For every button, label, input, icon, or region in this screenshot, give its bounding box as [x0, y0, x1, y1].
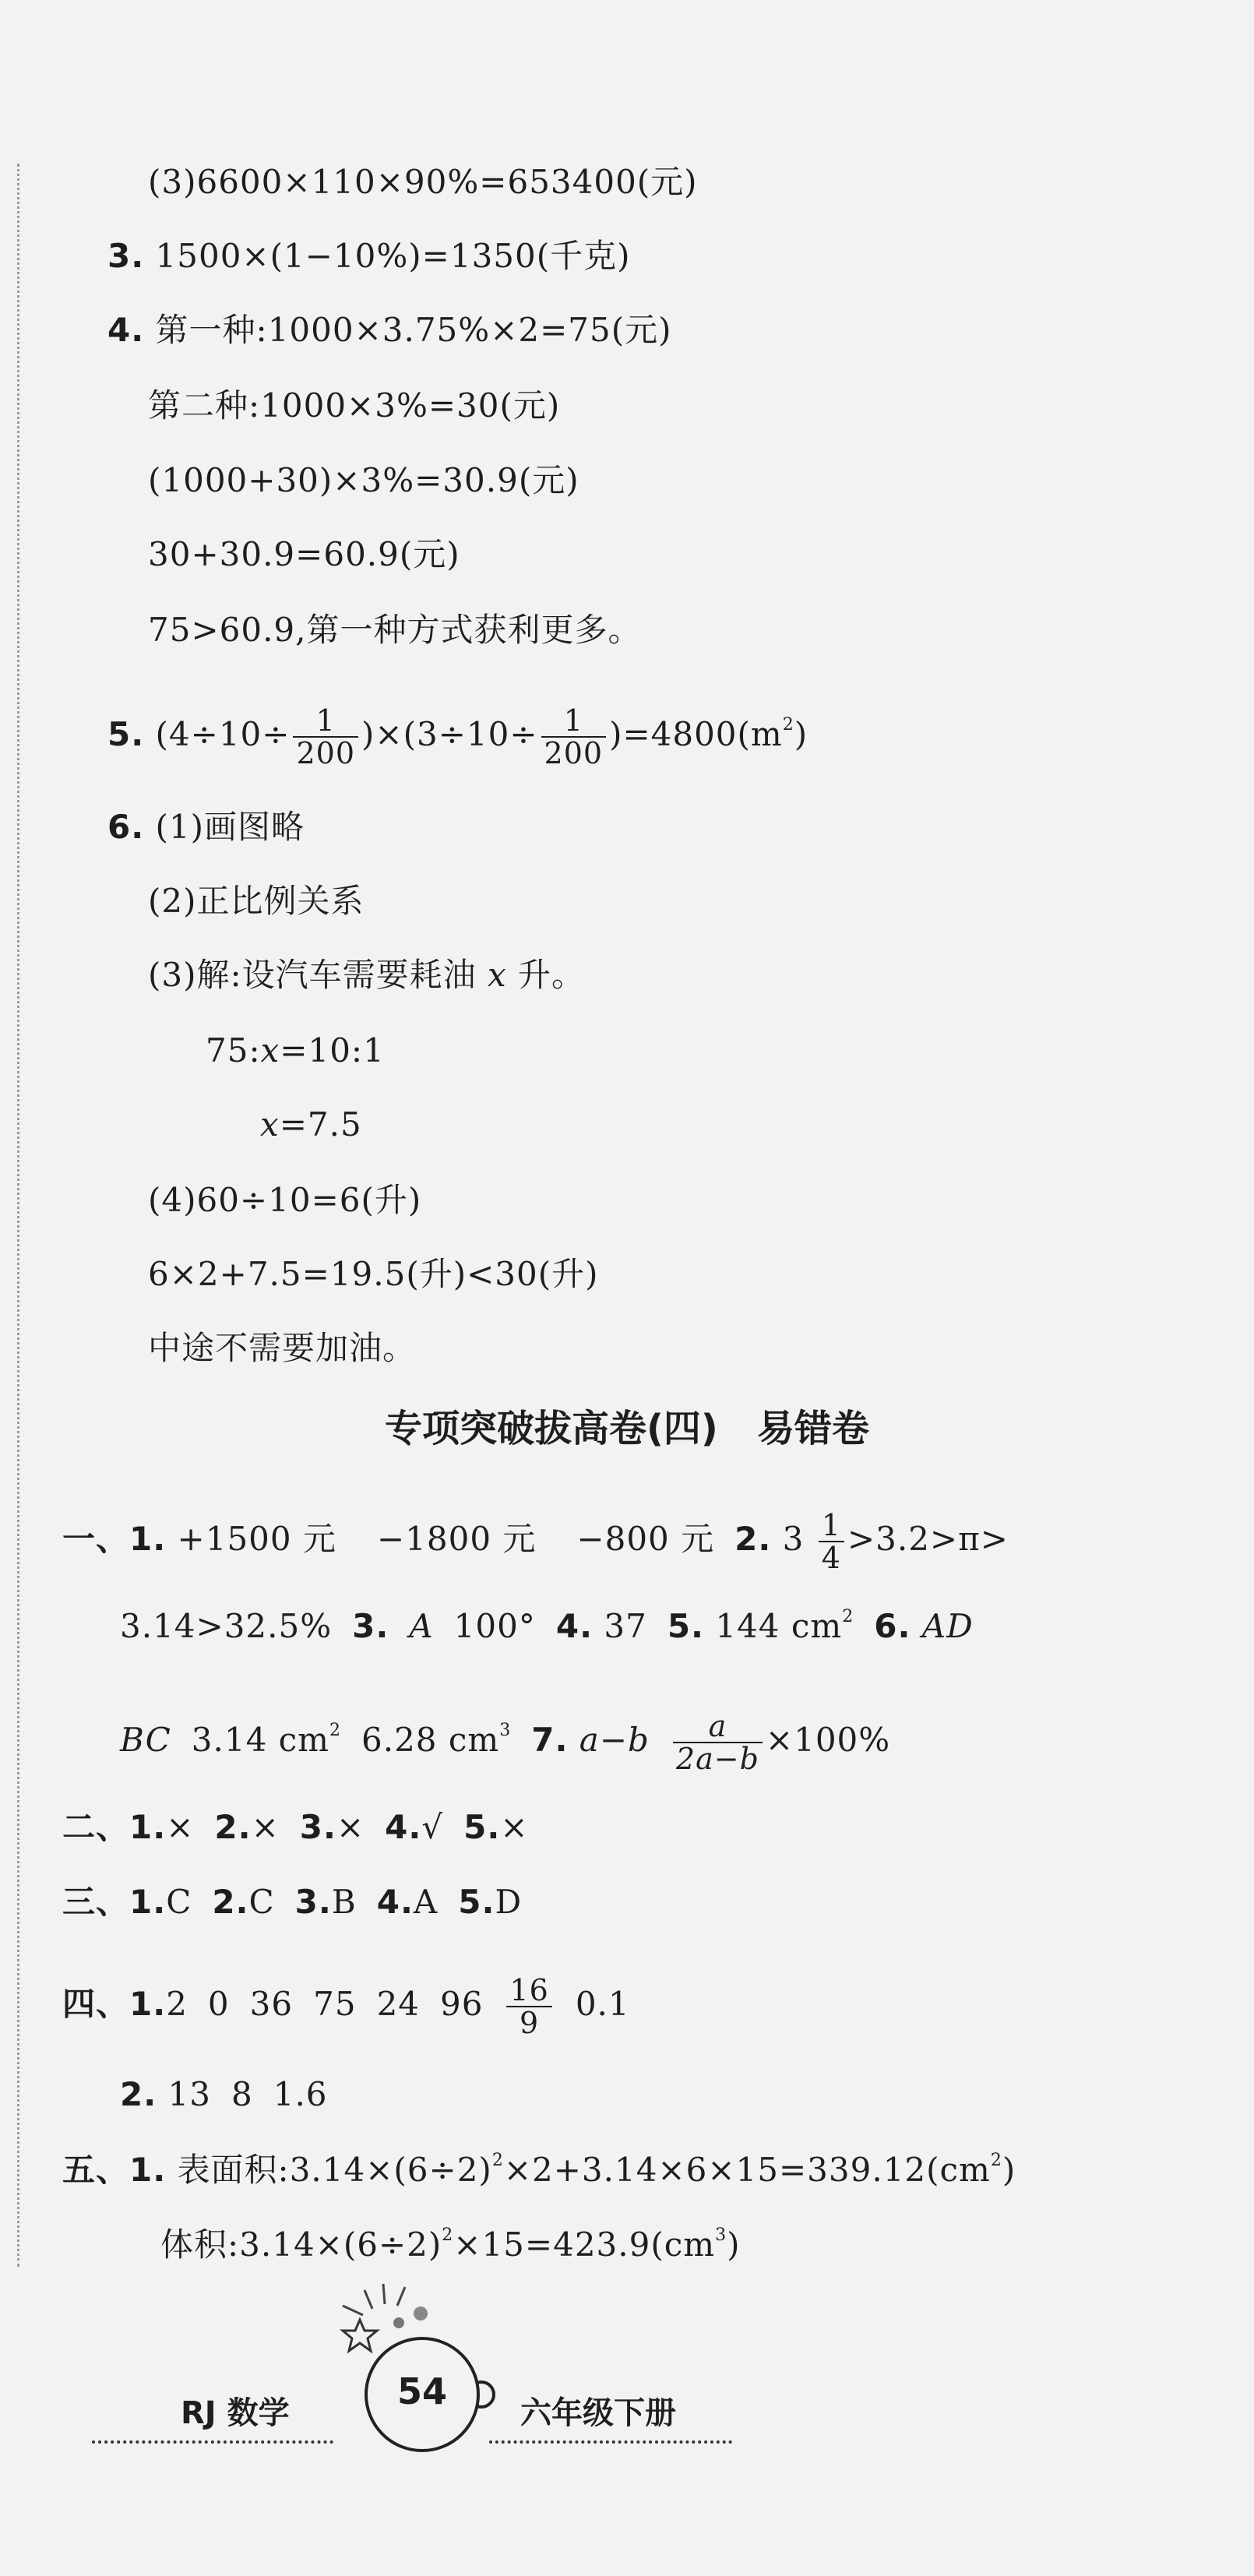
- question-number: 7.: [531, 1721, 569, 1759]
- answer-q4-line2: 第二种:1000×3%=30(元): [148, 386, 561, 425]
- fraction: [673, 1711, 763, 1774]
- answer-text: 6.28 cm: [361, 1721, 500, 1759]
- answer-text: 3.14>32.5%: [120, 1607, 333, 1645]
- answer-q6-line2: (2)正比例关系: [148, 882, 365, 920]
- exponent: 2: [442, 2225, 454, 2245]
- answer-text: (3)解:设汽车需要耗油: [148, 956, 488, 994]
- answer-text: ×: [251, 1808, 280, 1846]
- question-number: 3.: [352, 1607, 389, 1645]
- question-number: 3.: [299, 1808, 336, 1846]
- section-title: 专项突破拔高卷(四) 易错卷: [384, 1407, 869, 1450]
- dot-icon: [393, 2306, 428, 2328]
- answer-text: 100°: [453, 1607, 536, 1645]
- fraction-numerator: 1: [541, 705, 607, 738]
- answer-text: b: [628, 1721, 650, 1759]
- question-number: 4.: [107, 311, 145, 349]
- question-number: 4.: [555, 1607, 594, 1645]
- exponent: 2: [329, 1721, 341, 1740]
- fraction: [819, 1510, 844, 1573]
- answer-text: 1.6: [273, 2075, 328, 2113]
- answer-text: 3.14 cm: [191, 1721, 329, 1759]
- fraction-numerator: 1: [819, 1510, 844, 1542]
- answer-text: ×: [336, 1808, 365, 1846]
- answer-text: A: [409, 1607, 434, 1645]
- question-number: 5.: [667, 1607, 705, 1645]
- answer-text: a: [579, 1721, 600, 1759]
- part5-line1: [62, 2151, 1016, 2189]
- answer-text: ×100%: [765, 1721, 891, 1759]
- answer-q4-line4: 30+30.9=60.9(元): [148, 535, 460, 573]
- exponent: 2: [782, 715, 794, 735]
- footer-subject: RJ 数学: [181, 2395, 290, 2431]
- answer-text: BC: [120, 1721, 171, 1759]
- answer-text: 0.1: [575, 1985, 630, 2023]
- answer-text: 144 cm: [704, 1607, 843, 1645]
- sparkle-icon: [343, 2284, 405, 2315]
- answer-q3: [107, 238, 631, 275]
- answer-text: 75: [313, 1985, 357, 2023]
- answer-text: 体积:3.14×(6÷2): [160, 2225, 442, 2264]
- answer-q6-line4: [206, 1032, 385, 1070]
- fraction: [293, 705, 358, 769]
- part-label: 四、1.: [62, 1985, 167, 2023]
- answer-text: C: [248, 1883, 275, 1921]
- answer-text: 96: [440, 1985, 484, 2023]
- fraction-denominator: 2a−b: [675, 1742, 759, 1776]
- answer-text: −: [599, 1721, 629, 1759]
- answer-text: 37: [593, 1607, 647, 1645]
- answer-q4-line3: (1000+30)×3%=30.9(元): [148, 461, 579, 499]
- answer-text: ): [727, 2225, 741, 2264]
- fraction-numerator: a: [673, 1711, 763, 1743]
- answer-text: −1800 元: [376, 1520, 537, 1558]
- answer-text: ): [1002, 2151, 1016, 2189]
- answer-text: ×15=423.9(cm: [453, 2225, 716, 2264]
- part3-line: [62, 1884, 522, 1921]
- answer-text: 表面积:3.14×(6÷2): [166, 2151, 492, 2189]
- answer-q6-line8: 中途不需要加油。: [148, 1329, 417, 1367]
- question-number: 2.: [120, 2075, 157, 2113]
- answer-text: +1500 元: [166, 1520, 336, 1558]
- part1-line1: [62, 1510, 1009, 1573]
- part-label: 五、1.: [62, 2151, 167, 2189]
- answer-text: √: [421, 1808, 444, 1846]
- answer-q5: [107, 705, 808, 769]
- answer-text: 2: [166, 1985, 188, 2023]
- answer-text: D: [495, 1883, 523, 1921]
- part1-line2: [120, 1608, 974, 1645]
- question-number: 5.: [463, 1808, 501, 1846]
- part-label: 二、1.: [62, 1808, 167, 1846]
- exponent: 2: [842, 1607, 854, 1626]
- answer-text: C: [166, 1883, 192, 1921]
- question-number: 6.: [107, 808, 145, 846]
- answer-text: )×(3÷10÷: [361, 715, 538, 753]
- star-icon: [343, 2320, 377, 2351]
- answer-text: =7.5: [279, 1105, 362, 1144]
- answer-q6-line7: 6×2+7.5=19.5(升)<30(升): [148, 1255, 599, 1293]
- answer-text: −800 元: [576, 1520, 715, 1558]
- answer-text: )=4800(m: [609, 715, 783, 753]
- answer-line-3-3: (3)6600×110×90%=653400(元): [148, 163, 698, 201]
- page-number: 54: [396, 2370, 447, 2412]
- answer-text: >3.2>π>: [847, 1520, 1009, 1558]
- question-number: 4.: [385, 1808, 422, 1846]
- answer-text: 8: [231, 2075, 253, 2113]
- part-label: 一、1.: [62, 1520, 167, 1558]
- question-number: 3.: [107, 237, 145, 275]
- question-number: 6.: [874, 1607, 911, 1645]
- answer-text: 1500×(1−10%)=1350(千克): [144, 237, 631, 275]
- fraction: [541, 705, 607, 769]
- question-number: 2.: [212, 1883, 249, 1921]
- answer-q6-line5: [260, 1106, 362, 1144]
- part2-line: [62, 1809, 529, 1846]
- answer-text: ×2+3.14×6×15=339.12(cm: [503, 2151, 991, 2189]
- footer-right-rule: [489, 2440, 732, 2444]
- answer-text: ): [794, 715, 808, 753]
- answer-text: 0: [207, 1985, 230, 2023]
- question-number: 2.: [734, 1520, 772, 1558]
- answer-text: 24: [376, 1985, 421, 2023]
- part4-line1: [62, 1975, 630, 2039]
- question-number: 2.: [214, 1808, 252, 1846]
- fraction: [506, 1975, 551, 2039]
- footer-left-rule: [92, 2440, 333, 2444]
- answer-text: B: [331, 1883, 357, 1921]
- answer-text: ×: [166, 1808, 195, 1846]
- answer-q4-line1: [107, 312, 672, 349]
- exponent: 2: [491, 2151, 504, 2170]
- fraction-denominator: 200: [296, 736, 356, 770]
- answer-text: 75:: [206, 1031, 261, 1070]
- exponent: 3: [499, 1721, 512, 1740]
- answer-text: (4÷10÷: [144, 715, 291, 753]
- question-number: 4.: [376, 1883, 414, 1921]
- answer-text: 36: [249, 1985, 294, 2023]
- answer-text: 13: [167, 2075, 211, 2113]
- part5-line2: [160, 2226, 740, 2264]
- footer-grade: 六年级下册: [520, 2395, 676, 2431]
- answer-text: AD: [921, 1607, 974, 1645]
- answer-text: 升。: [506, 956, 586, 994]
- answer-q6-line6: (4)60÷10=6(升): [148, 1181, 422, 1219]
- part-label: 三、1.: [62, 1883, 167, 1921]
- answer-text: A: [413, 1883, 439, 1921]
- fraction-denominator: 9: [520, 2006, 540, 2040]
- question-number: 3.: [294, 1883, 332, 1921]
- part1-line3: [120, 1711, 890, 1774]
- variable: x: [488, 956, 507, 994]
- answer-q6-line1: [107, 809, 305, 846]
- fraction-numerator: 16: [506, 1975, 551, 2007]
- fraction-denominator: 4: [821, 1541, 841, 1575]
- fraction-denominator: 200: [544, 736, 604, 770]
- answer-text: (1)画图略: [144, 808, 305, 846]
- fraction-numerator: 1: [293, 705, 358, 738]
- exponent: 2: [990, 2151, 1002, 2170]
- part4-line2: [120, 2076, 328, 2113]
- question-number: 5.: [107, 715, 145, 753]
- exponent: 3: [715, 2225, 727, 2245]
- answer-text: ×: [500, 1808, 529, 1846]
- question-number: 5.: [458, 1883, 495, 1921]
- answer-text: 第一种:1000×3.75%×2=75(元): [144, 311, 672, 349]
- variable: x: [260, 1031, 280, 1070]
- answer-text: =10:1: [280, 1031, 385, 1070]
- answer-q4-line5: 75>60.9,第一种方式获利更多。: [148, 611, 642, 649]
- answer-q6-line3: [148, 957, 585, 994]
- binding-margin-rule: [17, 164, 19, 2267]
- answer-text: 3: [771, 1520, 815, 1558]
- variable: x: [260, 1105, 280, 1144]
